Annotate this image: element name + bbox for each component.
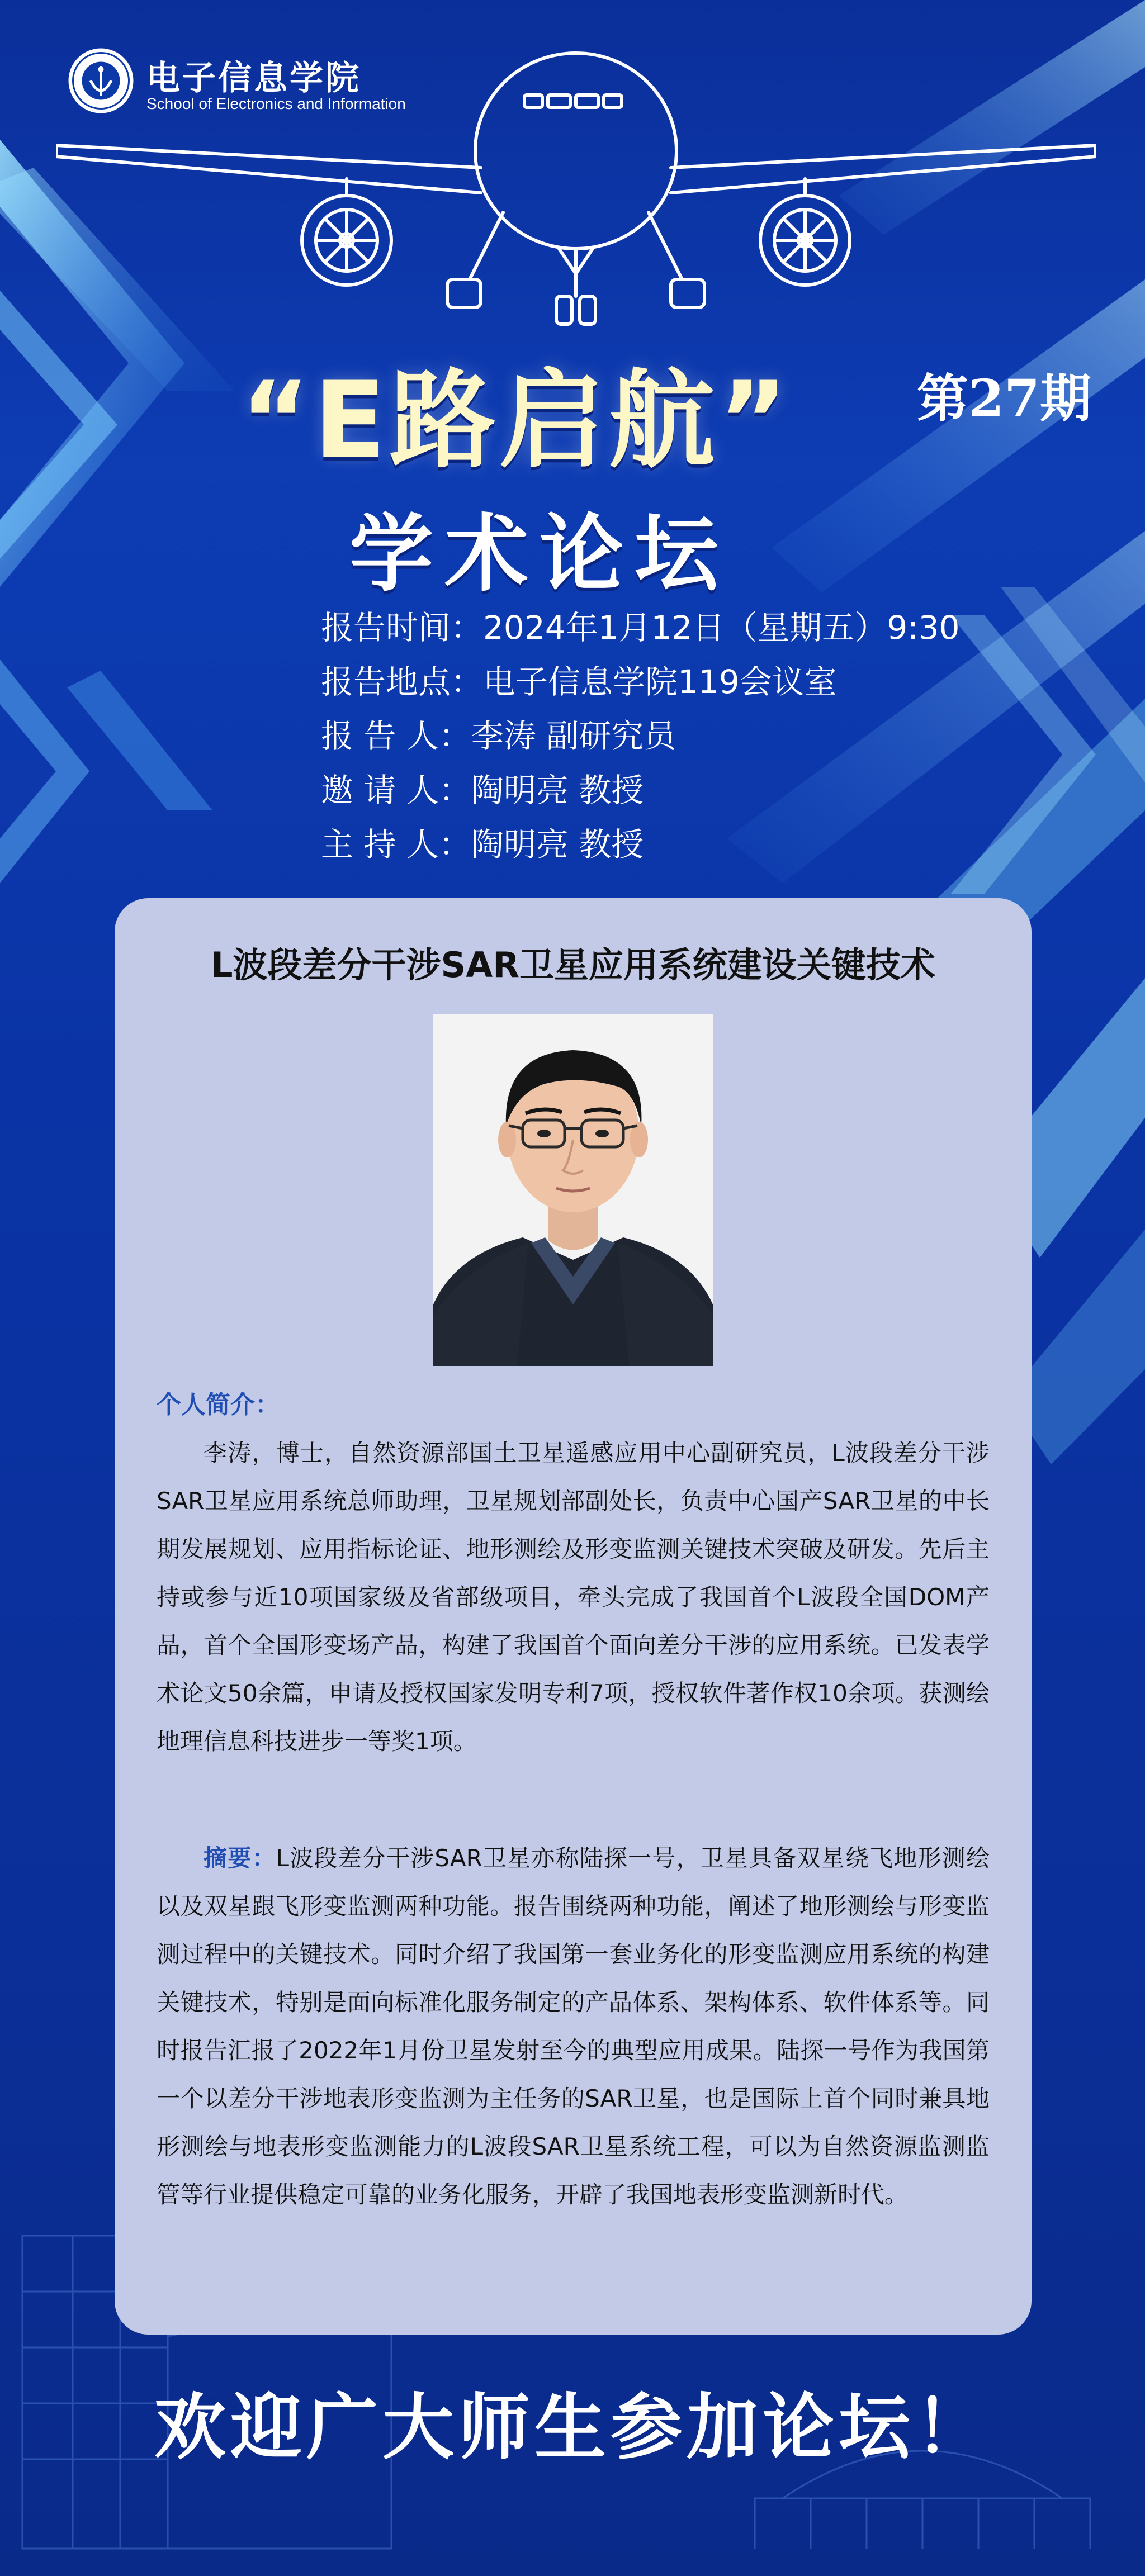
school-name-en: School of Electronics and Information <box>146 95 406 112</box>
welcome-text: 欢迎广大师生参加论坛！ <box>154 2385 991 2469</box>
talk-abstract <box>157 1834 990 2219</box>
event-info <box>321 601 960 872</box>
speaker-portrait-icon <box>433 1014 713 1366</box>
info-value: 电子信息学院119会议室 <box>483 663 837 701</box>
info-label: 报告地点： <box>321 663 484 701</box>
bio-label: 个人简介： <box>157 1391 280 1419</box>
info-row-speaker <box>321 709 960 763</box>
content-card <box>115 898 1032 2335</box>
info-label: 报 告 人： <box>321 717 471 755</box>
info-row-time <box>321 601 960 655</box>
info-label: 邀 请 人： <box>321 771 471 809</box>
abstract-label: 摘要： <box>204 1844 276 1872</box>
info-value: 陶明亮 教授 <box>471 771 644 809</box>
info-value: 2024年1月12日（星期五）9:30 <box>483 609 960 647</box>
school-logo-icon <box>66 46 136 116</box>
school-name-cn: 电子信息学院 <box>146 59 361 98</box>
abstract-text: L波段差分干涉SAR卫星亦称陆探一号，卫星具备双星绕飞地形测绘以及双星跟飞形变监测两种功能。报告围绕两种功能，阐述了地形测绘与形变监测过程中的关键技术。同时介绍了我国第一套业务化的形变监测应用系统的构建关键技术，特别是面向标准化服务制定的产品体系、架构体系、软件体系等。同时报告汇报了2022年1月份卫星发射至今的典型应用成果。陆探一号作为我国第一个以差分干涉地表形变监测为主任务的SAR卫星，也是国际上首个同时兼具地形测绘与地表形变监测能力的L波段SAR卫星系统工程，可以为自然资源监测监管等行业提供稳定可靠的业务化服务，开辟了我国地表形变监测新时代。 <box>157 1844 990 2208</box>
forum-title: “E路启航” <box>240 359 792 482</box>
talk-title: L波段差分干涉SAR卫星应用系统建设关键技术 <box>211 945 935 985</box>
info-label: 主 持 人： <box>321 826 471 864</box>
info-label: 报告时间： <box>321 609 484 647</box>
info-row-host <box>321 818 960 872</box>
speaker-bio: 李涛，博士，自然资源部国土卫星遥感应用中心副研究员，L波段差分干涉SAR卫星应用系统总师助理，卫星规划部副处长，负责中心国产SAR卫星的中长期发展规划、应用指标论证、地形测绘及形变监测关键技术突破及研发。先后主持或参与近10项国家级及省部级项目，牵头完成了我国首个L波段全国DOM产品，首个全国形变场产品，构建了我国首个面向差分干涉的应用系统。已发表学术论文50余篇，申请及授权国家发明专利7项，授权软件著作权10余项。获测绘地理信息科技进步一等奖1项。 <box>157 1439 990 1755</box>
forum-subtitle: 学术论坛 <box>349 506 730 603</box>
info-value: 李涛 副研究员 <box>471 717 676 755</box>
speaker-photo <box>433 1014 713 1366</box>
info-row-location <box>321 655 960 709</box>
info-row-inviter <box>321 763 960 818</box>
info-value: 陶明亮 教授 <box>471 826 644 864</box>
issue-number: 第27期 <box>917 368 1092 429</box>
